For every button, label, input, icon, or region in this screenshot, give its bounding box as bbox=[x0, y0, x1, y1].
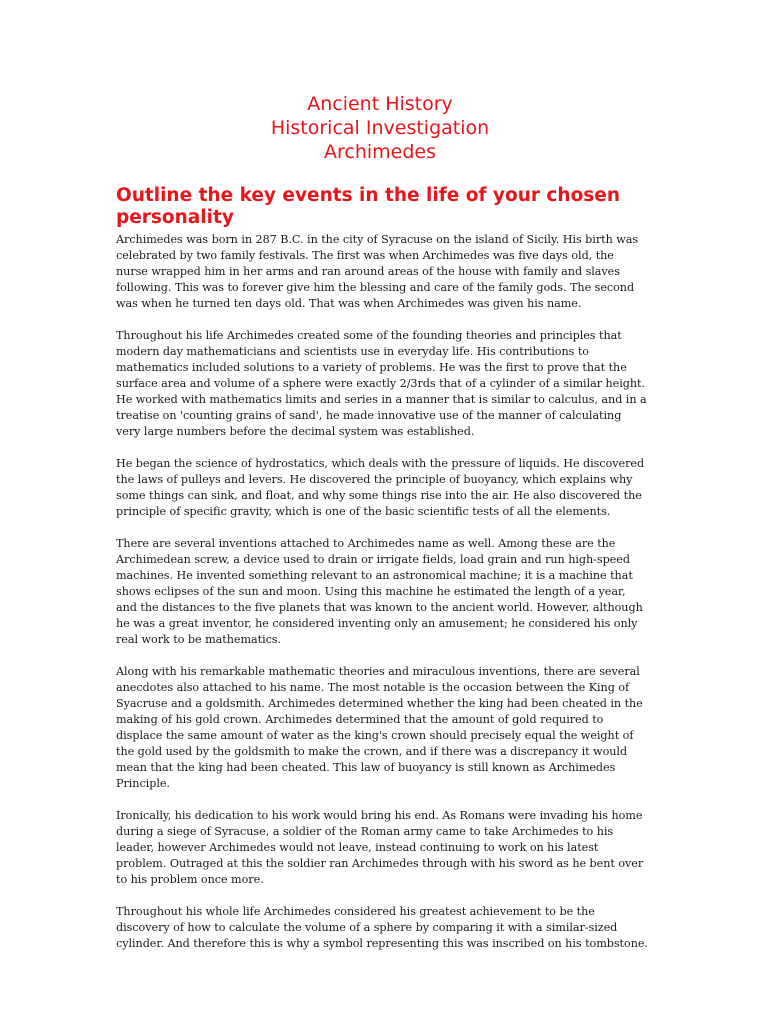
paragraph-inventions: There are several inventions attached to Archimedes name as well. Among these are the Archimedean screw, a device used to drain or irrigate fields, load grain and run high-speed machines. He invented something relevant to an astronomical machine; it is a machine that shows eclipses of the sun and moon. Using this machine he estimated the length of a year, and the distances to the five planets that was known to the ancient world. However, although he was a great inventor, he considered inventing only an amusement; he considered his only real work to be mathematics. bbox=[116, 537, 643, 646]
title-line-archimedes: Archimedes bbox=[323, 141, 436, 163]
section-heading: Outline the key events in the life of your chosen personality bbox=[116, 185, 621, 228]
paragraph-tombstone: Throughout his whole life Archimedes considered his greatest achievement to be the discovery of how to calculate the volume of a sphere by comparing it with a similar-sized cylinder. And therefore this is why a symbol representing this was inscribed on his tombstone. bbox=[116, 905, 648, 950]
paragraph-hydrostatics: He began the science of hydrostatics, which deals with the pressure of liquids. He discovered the laws of pulleys and levers. He discovered the principle of buoyancy, which explains why some things can sink, and float, and why some things rise into the air. He also discovered the principle of specific gravity, which is one of the basic scientific tests of all the elements. bbox=[116, 457, 645, 518]
document-title bbox=[112, 92, 648, 164]
paragraph-birth: Archimedes was born in 287 B.C. in the city of Syracuse on the island of Sicily. His birth was celebrated by two family festivals. The first was when Archimedes was five days old, the nurse wrapped him in her arms and ran around areas of the house with family and slaves following. This was to forever give him the blessing and care of the family gods. The second was when he turned ten days old. That was when Archimedes was given his name. bbox=[116, 233, 639, 310]
paragraph-theories: Throughout his life Archimedes created some of the founding theories and principles that modern day mathematicians and scientists use in everyday life. His contributions to mathematics included solutions to a variety of problems. He was the first to prove that the surface area and volume of a sphere were exactly 2/3rds that of a cylinder of a similar height. He worked with mathematics limits and series in a manner that is similar to calculus, and in a treatise on 'counting grains of sand', he made innovative use of the manner of calculating very large numbers before the decimal system was established. bbox=[116, 329, 647, 438]
paragraph-anecdotes: Along with his remarkable mathematic theories and miraculous inventions, there are several anecdotes also attached to his name. The most notable is the occasion between the King of Syacruse and a goldsmith. Archimedes determined whether the king had been cheated in the making of his gold crown. Archimedes determined that the amount of gold required to displace the same amount of water as the king's crown should precisely equal the weight of the gold used by the goldsmith to make the crown, and if there was a discrepancy it would mean that the king had been cheated. This law of buoyancy is still known as Archimedes Principle. bbox=[116, 665, 643, 790]
paragraph-death: Ironically, his dedication to his work would bring his end. As Romans were invading his home during a siege of Syracuse, a soldier of the Roman army came to take Archimedes to his leader, however Archimedes would not leave, instead continuing to work on his latest problem. Outraged at this the soldier ran Archimedes through with his sword as he bent over to his problem once more. bbox=[116, 809, 644, 886]
title-line-historical-investigation: Historical Investigation bbox=[270, 117, 490, 139]
title-line-ancient-history: Ancient History bbox=[307, 93, 453, 115]
